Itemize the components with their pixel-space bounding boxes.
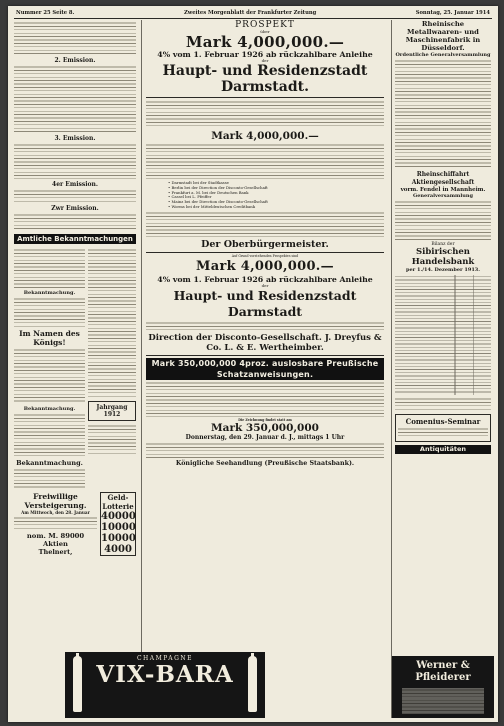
emission-z-heading: Zwr Emission.: [51, 205, 99, 212]
notice-heading: Bekanntmachung.: [16, 459, 83, 467]
number-list: [14, 213, 136, 231]
prospekt-text: [146, 211, 384, 237]
auction-amount: nom. M. 89000 Aktien: [26, 531, 85, 548]
auction-row: [14, 490, 136, 558]
jahrgang-ad: [88, 401, 136, 421]
meeting-heading: Ordentliche Generalversammlung: [395, 52, 491, 58]
bottle-icon: [73, 656, 82, 712]
notice-text: [146, 321, 384, 331]
prospekt-text: [146, 100, 384, 128]
auction-signer: Thelnert,: [38, 547, 73, 556]
prospekt-der: der: [261, 58, 269, 63]
company-subheading: vorm. Fendel in Mannheim.: [400, 187, 486, 193]
company-text: [395, 397, 491, 411]
bottle-icon: [248, 656, 257, 712]
notice-text: [14, 348, 85, 404]
seminar-text: [398, 427, 488, 437]
notice-text: [14, 248, 85, 288]
antiquities-banner: Antiquitäten: [395, 445, 491, 454]
werner-title: Werner & Pfleiderer: [415, 660, 471, 683]
treasury-mark: Mark 350,000,000: [211, 422, 319, 435]
divider: [146, 97, 384, 98]
prize-value: 40000: [101, 511, 136, 522]
treasury-subscription: Die Zeichnung findet statt am: [238, 417, 292, 422]
auction-heading: Freiwillige Versteigerung.: [24, 492, 87, 510]
bank-item: • Mainz bei der Direction der Disconto-Gesellschaft: [168, 200, 384, 205]
prospekt-uber: über: [260, 29, 270, 34]
notice-rate: 4% vom 1. Februar 1926 ab rückzahlbare Anleihe: [157, 274, 373, 284]
notice-text: [14, 468, 85, 488]
divider: [146, 252, 384, 253]
company-heading: Rheinschiffahrt Aktiengesellschaft: [411, 171, 475, 186]
notice-heading: Bekanntmachung.: [23, 290, 76, 296]
werner-text: [402, 688, 484, 714]
bilanz-label: Bilanz der: [431, 242, 455, 247]
seminar-ad: [395, 414, 491, 442]
notice-text: [88, 248, 136, 398]
prize-value: 10000: [101, 522, 136, 533]
vix-bara-ad: [65, 652, 265, 718]
auction-date: Am Mittwoch, den 28. Januar: [21, 510, 90, 515]
prospekt-signature: Der Oberbürgermeister.: [201, 238, 329, 250]
balance-table: [395, 275, 491, 395]
company-text: [395, 59, 491, 169]
prospekt-city: Haupt- und Residenzstadt Darmstadt.: [162, 63, 368, 95]
vix-bara-name: VIX-BARA: [96, 661, 234, 688]
treasury-text: [146, 381, 384, 417]
seminar-title: Comenius-Seminar: [405, 417, 481, 426]
notice-text: [14, 297, 85, 327]
vix-bara-champagne: CHAMPAGNE: [136, 655, 194, 662]
notice-columns: [14, 247, 136, 490]
prize-value: 4000: [104, 544, 132, 555]
bank-item: • Cassel bei L. Pfeiffer: [168, 195, 384, 200]
emission-4-heading: 4er Emission.: [52, 181, 98, 188]
bank-item: • Frankfurt a. M. bei der Deutschen Bank: [168, 191, 384, 196]
number-list: [14, 143, 136, 179]
bank-list: [168, 181, 384, 210]
treasury-text: [146, 442, 384, 458]
notice-text: [14, 413, 85, 457]
jahrgang-title: Jahrgang 1912: [96, 404, 128, 418]
newspaper-page: [8, 6, 498, 722]
number-list: [14, 65, 136, 133]
geld-lotterie-ad: [100, 492, 136, 556]
prospekt-rate: 4% vom 1. Februar 1926 ab rückzahlbare Anleihe: [157, 50, 373, 59]
prize-value: 10000: [101, 533, 136, 544]
werner-pfleiderer-ad: [392, 656, 494, 718]
issue-date: Sonntag, 25. Januar 1914: [415, 10, 490, 16]
bank-item: • Darmstadt bei der Stadtkasse: [168, 181, 384, 186]
number-list: [14, 189, 136, 203]
number-list: [14, 21, 136, 55]
bank-item: • Worms bei der Mitteldeutschen Creditbank: [168, 205, 384, 210]
amtliche-banner: Amtliche Bekanntmachungen: [14, 234, 136, 244]
bank-item: • Berlin bei der Direction der Disconto-Gesellschaft: [168, 186, 384, 191]
notice-text: [88, 424, 136, 454]
right-column: [391, 20, 494, 718]
notice-intro: Auf Grund vorstehenden Prospektes sind: [231, 253, 299, 258]
geld-lotterie-title: Geld-Lotterie: [102, 493, 134, 511]
newspaper-edition: Zweites Morgenblatt der Frankfurter Zeitung: [184, 10, 317, 16]
prospekt-title: PROSPEKT: [235, 20, 295, 30]
notice-heading: Bekanntmachung.: [23, 406, 76, 412]
meeting-heading: Generalversammlung: [412, 193, 474, 199]
emission-3-heading: 3. Emission.: [54, 135, 96, 142]
prospekt-mark: Mark 4,000,000.—: [185, 33, 345, 51]
balance-date: per 1./14. Dezember 1913.: [405, 267, 481, 273]
treasury-banner: Mark 350,000,000 4proz. auslosbare Preußische Schatzanweisungen.: [146, 358, 384, 380]
notice-city: Haupt- und Residenzstadt Darmstadt: [173, 287, 357, 319]
treasury-footer: Königliche Seehandlung (Preußische Staatsbank).: [175, 460, 355, 468]
left-column: [14, 20, 136, 718]
treasury-date: Donnerstag, den 29. Januar d. J., mittags 1 Uhr: [185, 434, 345, 442]
prospekt-sub-mark: Mark 4,000,000.—: [211, 130, 319, 142]
page-number: Nummer 25 Seite 8.: [16, 10, 75, 16]
divider: [146, 355, 384, 356]
notice-der: der: [261, 282, 269, 288]
bank-name: Sibirischen Handelsbank: [411, 247, 475, 267]
auction-text: [14, 516, 97, 530]
emission-2-heading: 2. Emission.: [54, 57, 96, 64]
page-header: [14, 9, 492, 19]
prospekt-text: [146, 143, 384, 179]
notice-firms: Direction der Disconto-Gesellschaft. J. Dreyfus & Co. L. & E. Wertheimber.: [148, 332, 382, 353]
court-heading: Im Namen des Königs!: [19, 329, 80, 347]
notice-mark: Mark 4,000,000.—: [196, 258, 334, 274]
company-heading: Rheinische Metallwaaren- und Maschinenfabrik in Düsseldorf.: [405, 20, 481, 52]
center-column: [141, 20, 388, 718]
company-text: [395, 200, 491, 240]
